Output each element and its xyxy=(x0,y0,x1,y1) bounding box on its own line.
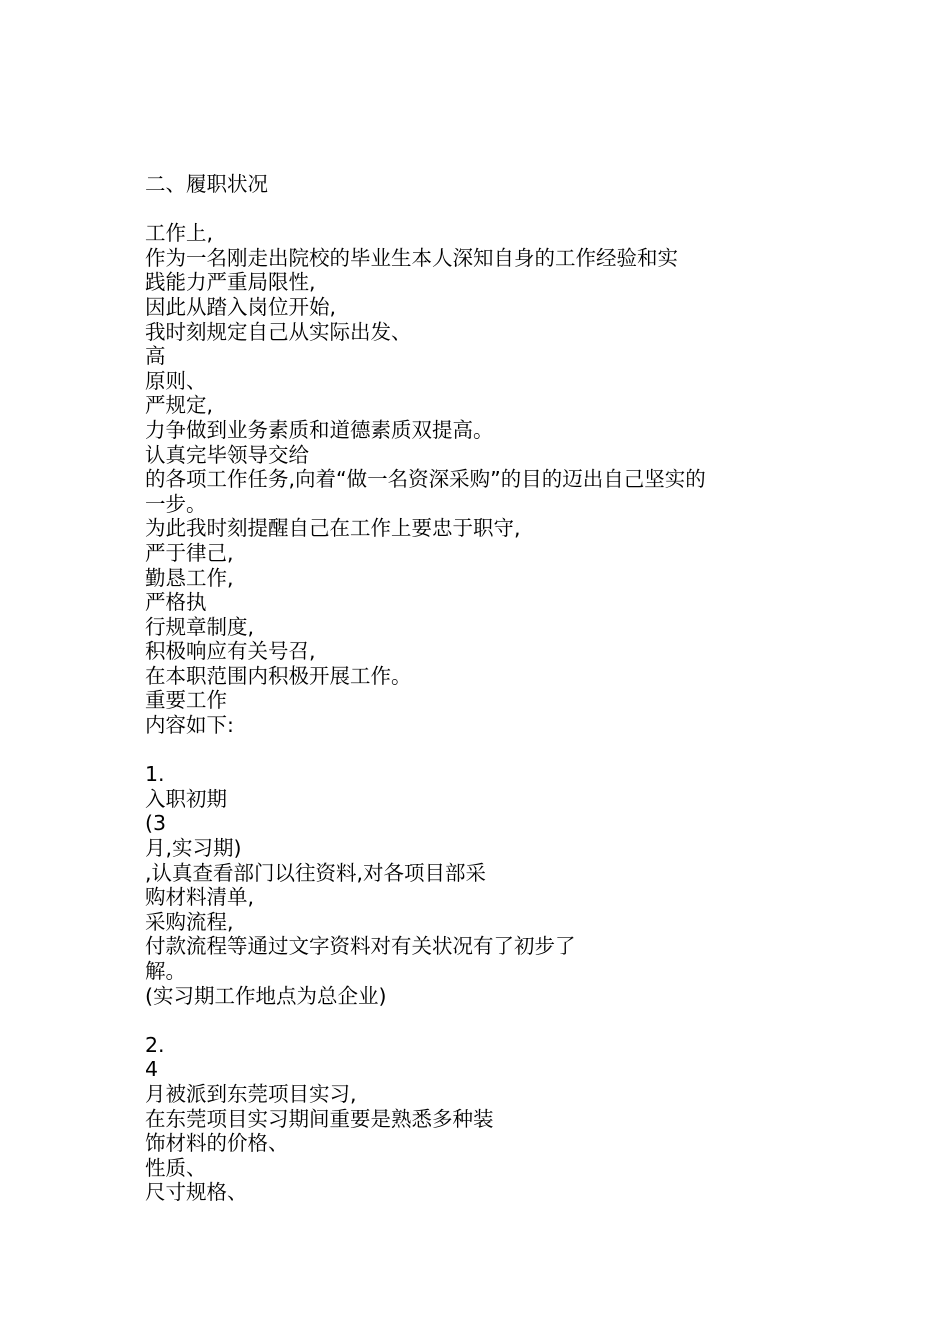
text-line: 严格执 xyxy=(145,590,207,615)
text-line: 力争做到业务素质和道德素质双提高。 xyxy=(145,417,494,442)
text-line: 为此我时刻提醒自己在工作上要忠于职守, xyxy=(145,516,521,541)
text-line: 饰材料的价格、 xyxy=(145,1131,289,1156)
text-line: (实习期工作地点为总企业) xyxy=(145,983,387,1008)
text-line: 认真完毕领导交给 xyxy=(145,442,309,467)
text-line: 我时刻规定自己从实际出发、 xyxy=(145,319,412,344)
document-body xyxy=(145,172,825,1205)
paragraph-work xyxy=(145,221,825,737)
text-line: ,认真查看部门以往资料,对各项目部采 xyxy=(145,860,487,885)
text-line: 解。 xyxy=(145,959,186,983)
text-line: (3 xyxy=(145,811,167,836)
list-item-1 xyxy=(145,762,825,1008)
text-line: 购材料清单, xyxy=(145,885,255,910)
text-line: 内容如下: xyxy=(145,713,234,738)
paragraph-gap xyxy=(145,197,825,222)
text-line: 严于律己, xyxy=(145,540,234,565)
list-number: 2. xyxy=(145,1032,165,1057)
text-line: 行规章制度, xyxy=(145,614,255,639)
text-line: 一步。 xyxy=(145,491,207,516)
text-line: 的各项工作任务,向着“做一名资深采购”的目的迈出自己坚实的 xyxy=(145,467,706,492)
text-line: 高 xyxy=(145,344,166,369)
paragraph-gap xyxy=(145,1008,825,1033)
text-line: 月被派到东莞项目实习, xyxy=(145,1081,357,1106)
text-line: 因此从踏入岗位开始, xyxy=(145,294,337,319)
list-number: 1. xyxy=(145,762,165,787)
text-line: 严规定, xyxy=(145,393,214,418)
text-line: 原则、 xyxy=(145,368,207,393)
list-item-2 xyxy=(145,1033,825,1205)
text-line: 重要工作 xyxy=(145,688,227,713)
text-line: 工作上, xyxy=(145,221,214,246)
text-line: 勤恳工作, xyxy=(145,565,234,590)
text-line: 在东莞项目实习期间重要是熟悉多种装 xyxy=(145,1106,494,1131)
section-heading: 二、履职状况 xyxy=(145,172,268,196)
text-line: 月,实习期) xyxy=(145,836,242,861)
text-line: 作为一名刚走出院校的毕业生本人深知自身的工作经验和实 xyxy=(145,245,678,270)
paragraph-gap xyxy=(145,738,825,763)
text-line: 积极响应有关号召, xyxy=(145,639,316,664)
text-line: 付款流程等通过文字资料对有关状况有了初步了 xyxy=(145,934,576,959)
text-line: 入职初期 xyxy=(145,786,227,811)
text-line: 性质、 xyxy=(145,1155,207,1180)
text-line: 在本职范围内积极开展工作。 xyxy=(145,663,412,688)
text-line: 尺寸规格、 xyxy=(145,1180,248,1205)
text-line: 4 xyxy=(145,1057,159,1082)
text-line: 践能力严重局限性, xyxy=(145,270,316,295)
text-line: 采购流程, xyxy=(145,909,234,934)
